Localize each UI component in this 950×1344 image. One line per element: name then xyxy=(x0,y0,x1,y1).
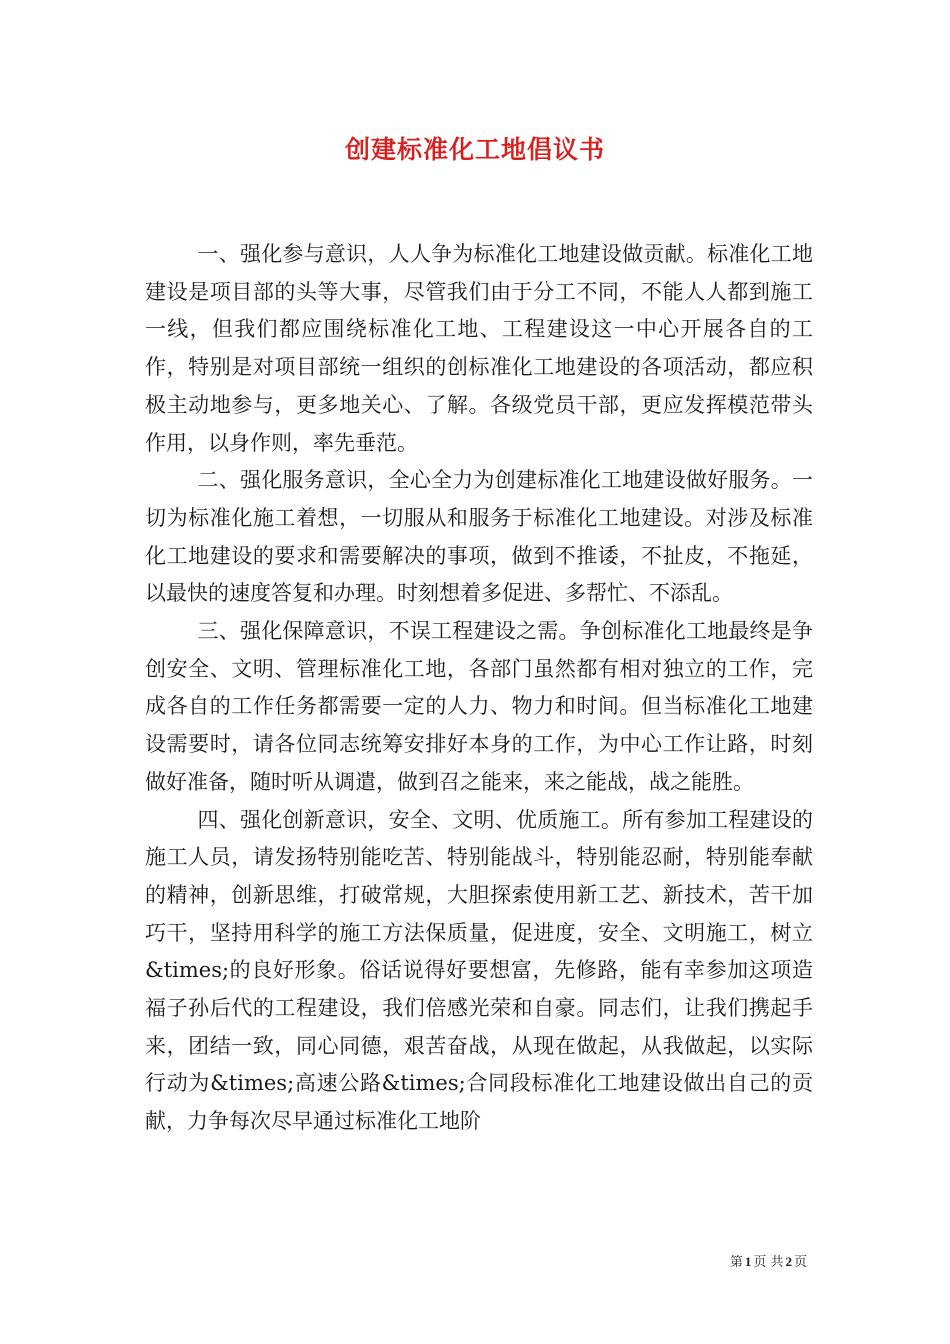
document-title: 创建标准化工地倡议书 xyxy=(344,135,605,164)
footer-suffix: 页 xyxy=(793,1255,807,1270)
paragraph-3: 三、强化保障意识，不误工程建设之需。争创标准化工地最终是争创安全、文明、管理标准化工地，各部门虽然都有相对独立的工作，完成各自的工作任务都需要一定的人力、物力和时间。但当标准化工地建设需要时，请各位同志统筹安排好本身的工作，为中心工作让路，时刻做好准备，随时听从调遣，做到召之能来，来之能战，战之能胜。 xyxy=(145,619,813,794)
footer-total-pages: 2 xyxy=(785,1254,792,1269)
paragraph-1: 一、强化参与意识，人人争为标准化工地建设做贡献。标准化工地建设是项目部的头等大事，尽管我们由于分工不同，不能人人都到施工一线，但我们都应围绕标准化工地、工程建设这一中心开展各自的工作，特别是对项目部统一组织的创标准化工地建设的各项活动，都应积极主动地参与，更多地关心、了解。各级党员干部，更应发挥模范带头作用，以身作则，率先垂范。 xyxy=(145,242,813,455)
footer-middle: 页 共 xyxy=(753,1255,784,1270)
paragraph-2: 二、强化服务意识，全心全力为创建标准化工地建设做好服务。一切为标准化施工着想，一切服从和服务于标准化工地建设。对涉及标准化工地建设的要求和需要解决的事项，做到不推诿，不扯皮，不拖延，以最快的速度答复和办理。时刻想着多促进、多帮忙、不添乱。 xyxy=(145,468,813,606)
page-number-footer xyxy=(730,1251,807,1270)
paragraph-4: 四、强化创新意识，安全、文明、优质施工。所有参加工程建设的施工人员，请发扬特别能吃苦、特别能战斗，特别能忍耐，特别能奉献的精神，创新思维，打破常规，大胆探索使用新工艺、新技术，苦干加巧干，坚持用科学的施工方法保质量，促进度，安全、文明施工，树立&times;的良好形象。俗话说得好要想富，先修路，能有幸参加这项造福子孙后代的工程建设，我们倍感光荣和自豪。同志们，让我们携起手来，团结一致，同心同德，艰苦奋战，从现在做起，从我做起，以实际行动为&times;高速公路&times;合同段标准化工地建设做出自己的贡献，力争每次尽早通过标准化工地阶 xyxy=(145,807,813,1134)
footer-current-page: 1 xyxy=(744,1254,752,1269)
footer-prefix: 第 xyxy=(729,1255,743,1270)
document-body xyxy=(145,236,813,1141)
